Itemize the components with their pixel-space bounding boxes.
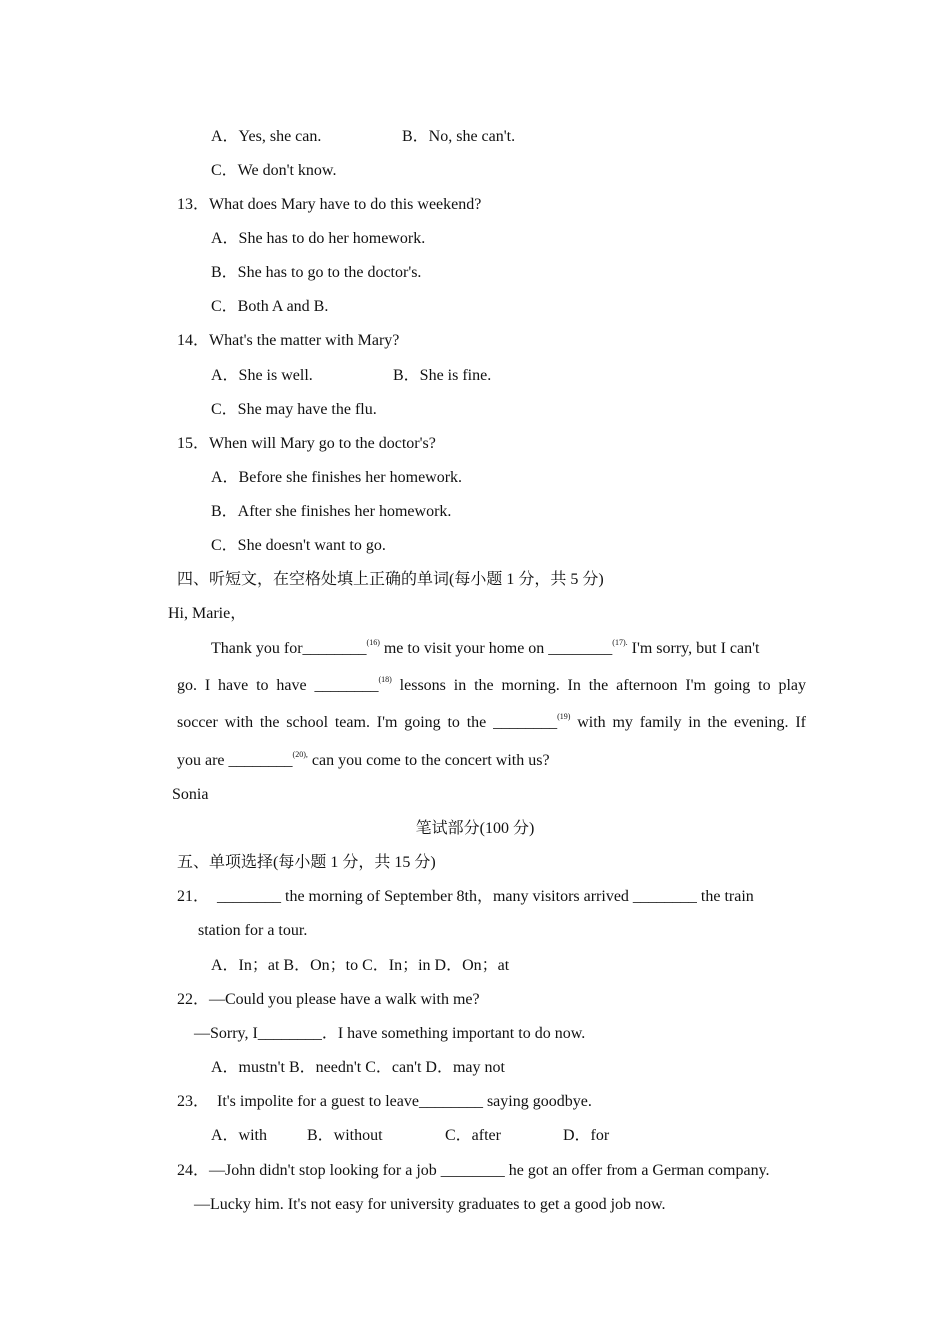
section5-heading: 五、单项选择(每小题 1 分，共 15 分)	[177, 854, 436, 871]
blank-number-20: (20),	[292, 750, 308, 759]
q14-option-a: A．She is well.	[211, 367, 313, 384]
letter-line-2	[177, 676, 806, 696]
written-part-title: 笔试部分(100 分)	[415, 820, 535, 837]
letter-signature: Sonia	[172, 786, 209, 803]
q21-stem: 21． ________ the morning of September 8th，many visitors arrived ________ the train	[177, 888, 754, 905]
letter-text: can you come to the concert with us?	[307, 752, 550, 769]
q14-stem: 14．What's the matter with Mary?	[177, 332, 400, 349]
letter-greeting: Hi, Marie，	[168, 605, 247, 622]
letter-text: I'm sorry, but I can't	[627, 640, 760, 657]
q23-option-d: D．for	[563, 1127, 610, 1144]
q21-options: A．In；at B．On；to C．In；in D．On；at	[211, 957, 510, 974]
q12-option-b: B．No, she can't.	[402, 128, 516, 145]
q12-option-c: C．We don't know.	[211, 162, 337, 179]
letter-text: you are ________	[177, 752, 293, 769]
letter-line-1	[211, 639, 759, 659]
letter-line-4	[177, 751, 550, 771]
q14-option-b: B．She is fine.	[393, 367, 492, 384]
letter-text: lessons in the morning. In the afternoon I'm going to play	[391, 677, 806, 694]
q13-option-b: B．She has to go to the doctor's.	[211, 264, 422, 281]
q13-stem: 13．What does Mary have to do this weekend?	[177, 196, 482, 213]
q15-option-a: A．Before she finishes her homework.	[211, 469, 463, 486]
q13-option-c: C．Both A and B.	[211, 298, 329, 315]
q15-option-b: B．After she finishes her homework.	[211, 503, 452, 520]
q22-stem: 22．—Could you please have a walk with me?	[177, 991, 480, 1008]
q15-stem: 15．When will Mary go to the doctor's?	[177, 435, 436, 452]
q21-stem-continued: station for a tour.	[198, 922, 308, 939]
blank-number-17: (17).	[612, 638, 628, 647]
q23-option-b: B．without	[307, 1127, 383, 1144]
q15-option-c: C．She doesn't want to go.	[211, 537, 386, 554]
blank-number-18: (18)	[378, 675, 392, 684]
q22-options: A．mustn't B．needn't C．can't D．may not	[211, 1059, 505, 1076]
letter-text: with my family in the evening. If	[570, 714, 807, 731]
blank-number-16: (16)	[366, 638, 380, 647]
q23-stem: 23． It's impolite for a guest to leave________ saying goodbye.	[177, 1093, 592, 1110]
letter-line-3	[177, 713, 806, 733]
q13-option-a: A．She has to do her homework.	[211, 230, 426, 247]
q24-stem: 24．—John didn't stop looking for a job ________ he got an offer from a German company.	[177, 1162, 770, 1179]
q12-option-a: A．Yes, she can.	[211, 128, 322, 145]
letter-text: soccer with the school team. I'm going to the ________	[177, 714, 558, 731]
blank-number-19: (19)	[557, 712, 571, 721]
letter-text: me to visit your home on ________	[379, 640, 613, 657]
letter-text: go. I have to have ________	[177, 677, 379, 694]
letter-text: Thank you for________	[211, 640, 367, 657]
q22-reply: —Sorry, I________．I have something important to do now.	[194, 1025, 586, 1042]
q14-option-c: C．She may have the flu.	[211, 401, 377, 418]
q23-option-a: A．with	[211, 1127, 268, 1144]
q23-option-c: C．after	[445, 1127, 501, 1144]
section4-heading: 四、听短文，在空格处填上正确的单词(每小题 1 分，共 5 分)	[177, 571, 604, 588]
q24-reply: —Lucky him. It's not easy for university graduates to get a good job now.	[194, 1196, 666, 1213]
